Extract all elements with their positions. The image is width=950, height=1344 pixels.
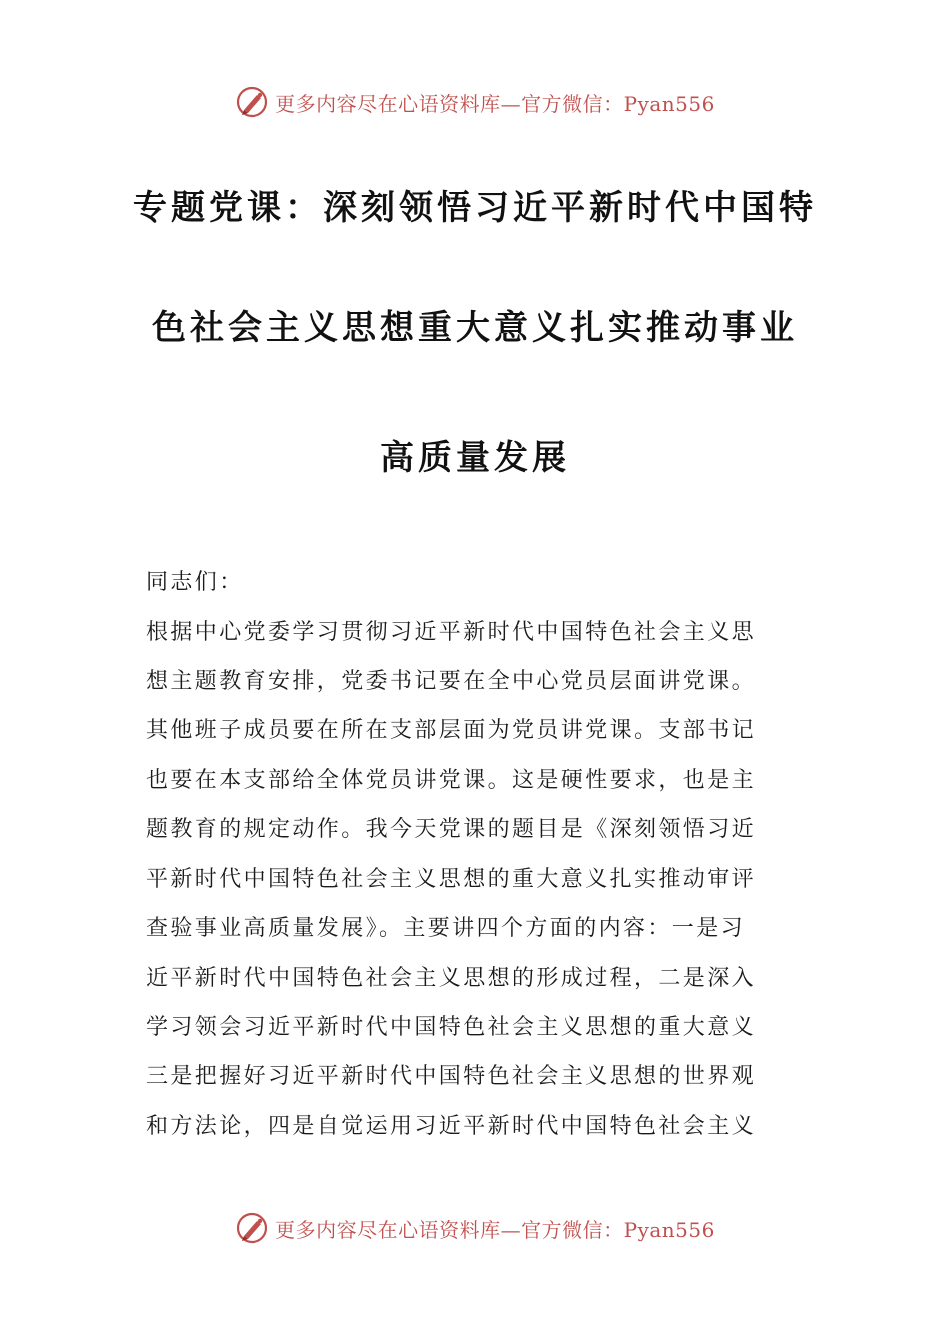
- paragraph-line: 其他班子成员要在所在支部层面为党员讲党课。支部书记: [146, 718, 757, 743]
- watermark-text: 更多内容尽在心语资料库—官方微信：Pyan556: [275, 91, 715, 116]
- paragraph-line: 也要在本支部给全体党员讲党课。这是硬性要求，也是主: [146, 768, 757, 793]
- document-title-line-3: 高质量发展: [380, 438, 570, 478]
- paragraph-line: 查验事业高质量发展》。主要讲四个方面的内容：一是习: [146, 916, 746, 941]
- paragraph-line: 平新时代中国特色社会主义思想的重大意义扎实推动审评: [146, 867, 757, 892]
- paragraph-line: 近平新时代中国特色社会主义思想的形成过程，二是深入: [146, 966, 757, 991]
- paragraph-line: 学习领会习近平新时代中国特色社会主义思想的重大意义: [146, 1015, 757, 1040]
- paragraph-line: 和方法论，四是自觉运用习近平新时代中国特色社会主义: [146, 1114, 757, 1139]
- pen-logo-icon: [235, 85, 269, 119]
- paragraph-line: 根据中心党委学习贯彻习近平新时代中国特色社会主义思: [146, 620, 757, 645]
- pen-logo-icon: [235, 1211, 269, 1245]
- footer-watermark: [0, 1208, 950, 1248]
- watermark-text: 更多内容尽在心语资料库—官方微信：Pyan556: [275, 1217, 715, 1242]
- document-title-line-2: 色社会主义思想重大意义扎实推动事业: [152, 308, 798, 348]
- paragraph-line: 想主题教育安排，党委书记要在全中心党员层面讲党课。: [146, 669, 757, 694]
- document-title-line-1: 专题党课：深刻领悟习近平新时代中国特: [133, 188, 817, 228]
- paragraph-line: 题教育的规定动作。我今天党课的题目是《深刻领悟习近: [146, 817, 757, 842]
- salutation: 同志们：: [146, 570, 244, 595]
- paragraph-line: 三是把握好习近平新时代中国特色社会主义思想的世界观: [146, 1064, 757, 1089]
- header-watermark: [0, 82, 950, 122]
